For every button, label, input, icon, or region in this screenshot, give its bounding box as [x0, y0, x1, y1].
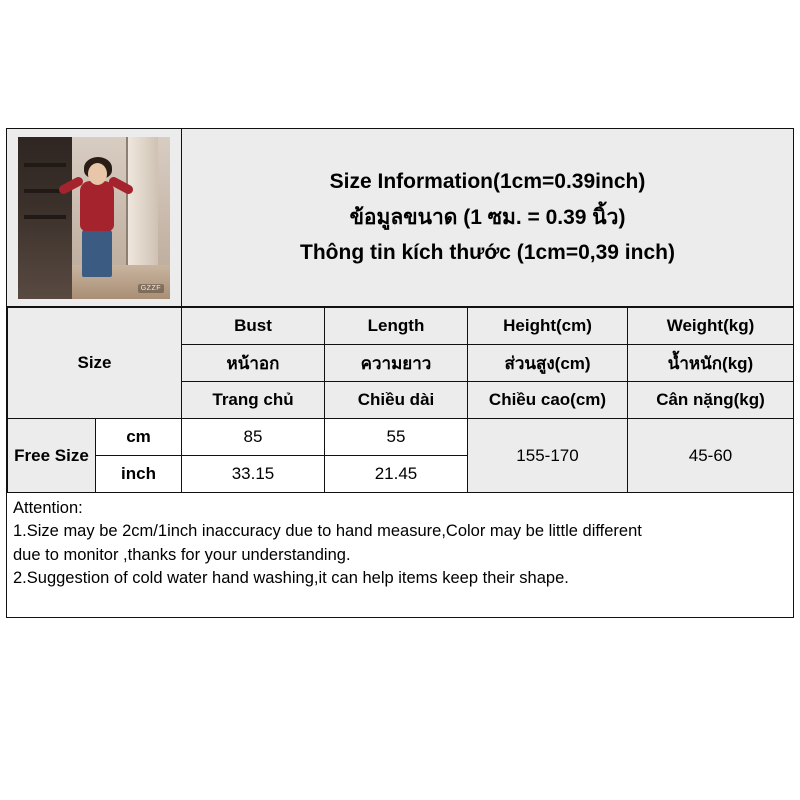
header-row — [7, 129, 793, 307]
attention-line-1: 1.Size may be 2cm/1inch inaccuracy due to hand measure,Color may be little different — [13, 522, 642, 541]
header-weight-en: Weight(kg) — [628, 308, 794, 345]
attention-line-3: 2.Suggestion of cold water hand washing,it can help items keep their shape. — [13, 569, 569, 588]
row-label-free-size: Free Size — [8, 419, 96, 493]
unit-cm: cm — [96, 419, 182, 456]
photo-watermark: GZZF — [138, 284, 164, 293]
unit-inch: inch — [96, 456, 182, 493]
photo-cell — [7, 129, 182, 306]
header-height-vi: Chiều cao(cm) — [468, 382, 628, 419]
table-row-cm — [8, 419, 794, 456]
photo-model-head — [88, 163, 107, 185]
value-length-inch: 21.45 — [325, 456, 468, 493]
photo-model-top — [80, 181, 114, 231]
title-line-thai: ข้อมูลขนาด (1 ซม. = 0.39 นิ้ว) — [349, 206, 626, 229]
value-bust-cm: 85 — [182, 419, 325, 456]
photo-shelf — [24, 215, 66, 219]
header-bust-vi: Trang chủ — [182, 382, 325, 419]
title-line-vietnamese: Thông tin kích thước (1cm=0,39 inch) — [300, 241, 675, 264]
header-length-en: Length — [325, 308, 468, 345]
model-photo — [18, 137, 170, 299]
photo-model-legs — [82, 229, 112, 277]
attention-heading: Attention: — [13, 499, 83, 517]
title-cell — [182, 129, 793, 306]
header-height-en: Height(cm) — [468, 308, 628, 345]
header-bust-en: Bust — [182, 308, 325, 345]
table-row-header-en — [8, 308, 794, 345]
value-weight: 45-60 — [628, 419, 794, 493]
size-heading-cell: Size — [8, 308, 182, 419]
photo-shelf — [24, 163, 66, 167]
value-bust-inch: 33.15 — [182, 456, 325, 493]
title-line-english: Size Information(1cm=0.39inch) — [329, 170, 646, 193]
photo-door — [126, 137, 158, 265]
size-table — [7, 307, 794, 493]
header-length-th: ความยาว — [325, 345, 468, 382]
header-weight-th: น้ำหนัก(kg) — [628, 345, 794, 382]
header-height-th: ส่วนสูง(cm) — [468, 345, 628, 382]
header-length-vi: Chiều dài — [325, 382, 468, 419]
header-bust-th: หน้าอก — [182, 345, 325, 382]
size-chart-sheet — [6, 128, 794, 618]
value-length-cm: 55 — [325, 419, 468, 456]
attention-block — [7, 493, 793, 591]
value-height: 155-170 — [468, 419, 628, 493]
header-weight-vi: Cân nặng(kg) — [628, 382, 794, 419]
attention-line-2: due to monitor ,thanks for your understanding. — [13, 545, 351, 564]
